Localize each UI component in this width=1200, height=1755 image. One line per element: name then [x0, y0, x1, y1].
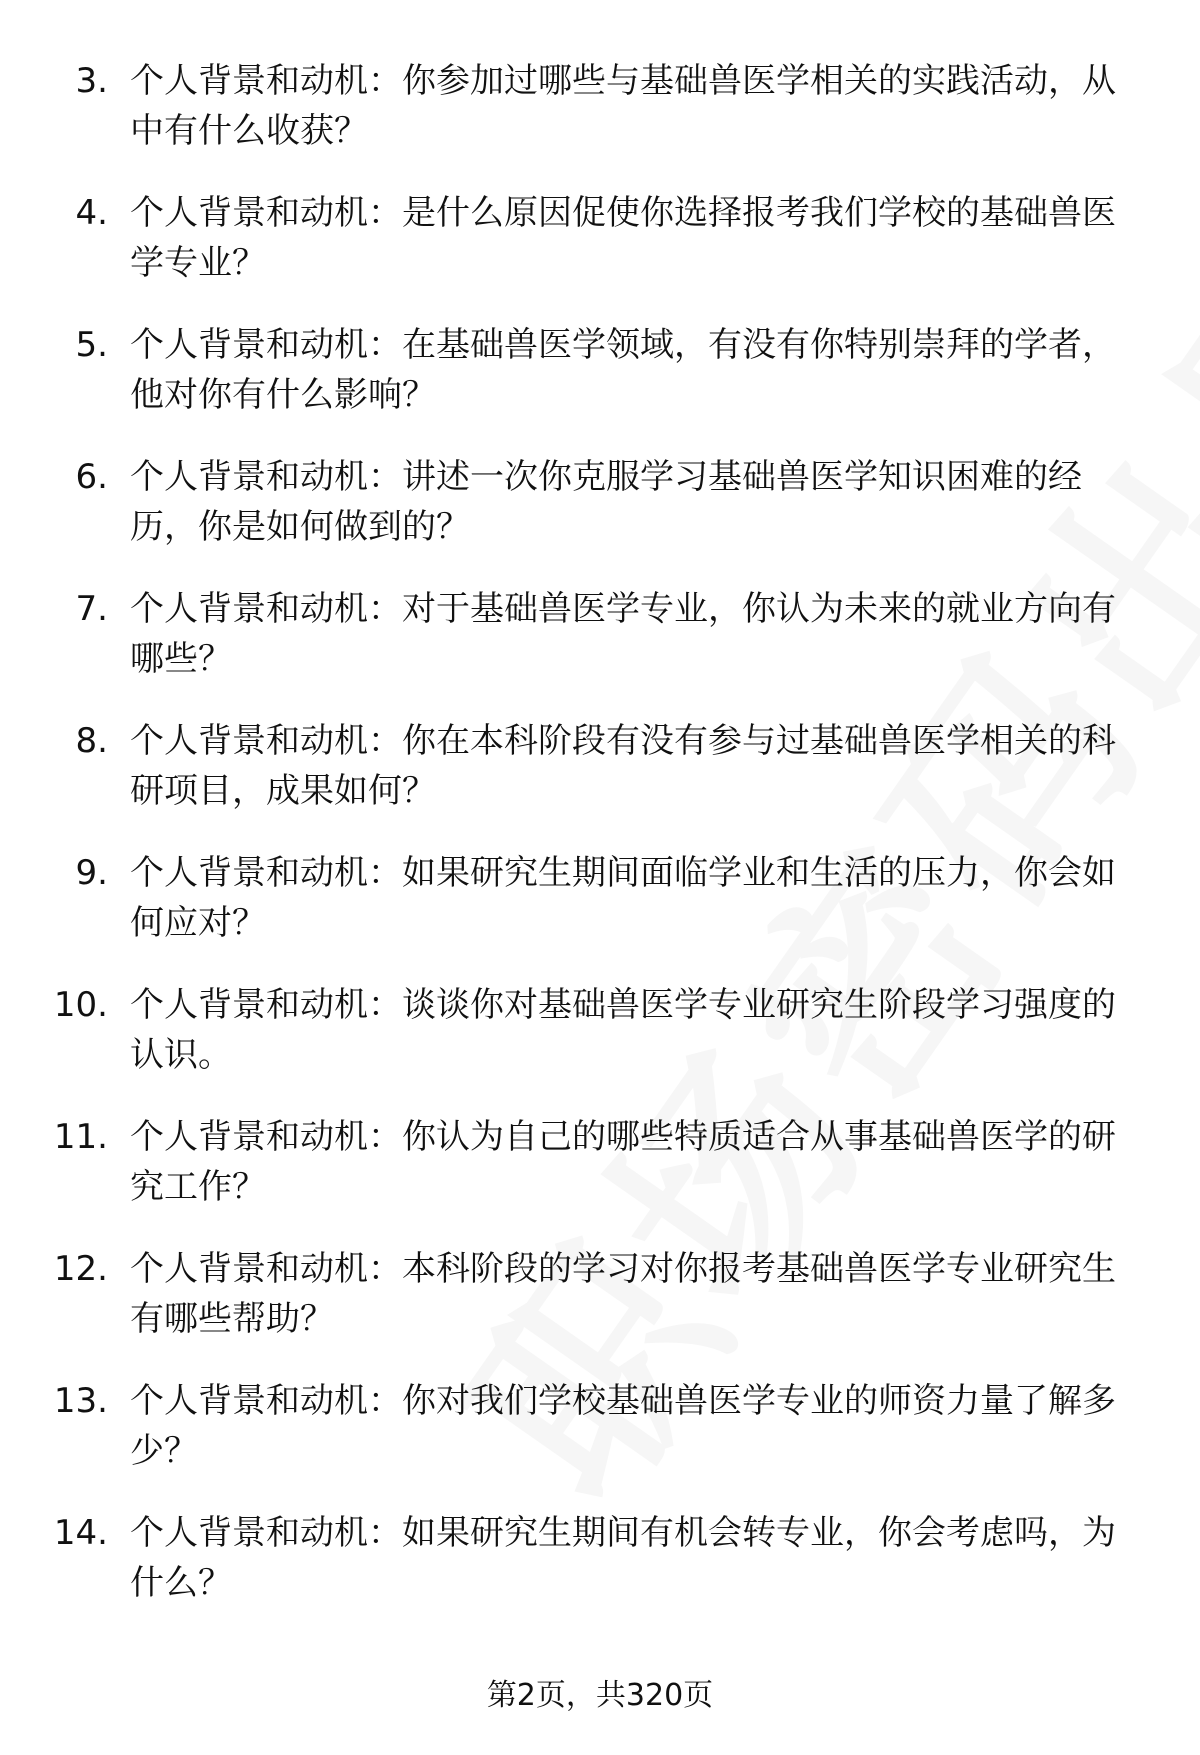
question-item	[0, 1112, 1200, 1244]
question-text: 个人背景和动机：本科阶段的学习对你报考基础兽医学专业研究生有哪些帮助？	[130, 1249, 1116, 1339]
question-number: 9.	[75, 853, 108, 893]
question-number: 10.	[53, 985, 108, 1025]
question-text: 个人背景和动机：对于基础兽医学专业，你认为未来的就业方向有哪些？	[130, 589, 1116, 679]
question-text: 个人背景和动机：讲述一次你克服学习基础兽医学知识困难的经历，你是如何做到的？	[130, 457, 1082, 547]
question-number: 5.	[75, 325, 108, 365]
question-text: 个人背景和动机：你参加过哪些与基础兽医学相关的实践活动，从中有什么收获？	[130, 61, 1116, 151]
question-item	[0, 848, 1200, 980]
question-number: 11.	[53, 1117, 108, 1157]
question-text: 个人背景和动机：在基础兽医学领域，有没有你特别崇拜的学者，他对你有什么影响？	[130, 325, 1116, 415]
page-number-label: 第2页，共320页	[486, 1678, 714, 1713]
question-number: 7.	[75, 589, 108, 629]
question-number: 13.	[53, 1381, 108, 1421]
question-number: 12.	[53, 1249, 108, 1289]
question-list	[0, 56, 1200, 1640]
question-text: 个人背景和动机：你认为自己的哪些特质适合从事基础兽医学的研究工作？	[130, 1117, 1116, 1207]
question-text: 个人背景和动机：是什么原因促使你选择报考我们学校的基础兽医学专业？	[130, 193, 1116, 283]
question-text: 个人背景和动机：谈谈你对基础兽医学专业研究生阶段学习强度的认识。	[130, 985, 1116, 1075]
question-text: 个人背景和动机：如果研究生期间有机会转专业，你会考虑吗，为什么？	[130, 1513, 1116, 1603]
question-text: 个人背景和动机：你对我们学校基础兽医学专业的师资力量了解多少？	[130, 1381, 1116, 1471]
question-text: 个人背景和动机：你在本科阶段有没有参与过基础兽医学相关的科研项目，成果如何？	[130, 721, 1116, 811]
question-item	[0, 452, 1200, 584]
question-item	[0, 1244, 1200, 1376]
question-item	[0, 56, 1200, 188]
question-item	[0, 188, 1200, 320]
question-item	[0, 1508, 1200, 1640]
question-item	[0, 320, 1200, 452]
question-number: 4.	[75, 193, 108, 233]
question-number: 14.	[53, 1513, 108, 1553]
question-number: 6.	[75, 457, 108, 497]
question-item	[0, 584, 1200, 716]
question-item	[0, 980, 1200, 1112]
question-text: 个人背景和动机：如果研究生期间面临学业和生活的压力，你会如何应对？	[130, 853, 1116, 943]
page-footer	[0, 1676, 1200, 1716]
question-item	[0, 716, 1200, 848]
question-number: 3.	[75, 61, 108, 101]
question-item	[0, 1376, 1200, 1508]
question-number: 8.	[75, 721, 108, 761]
